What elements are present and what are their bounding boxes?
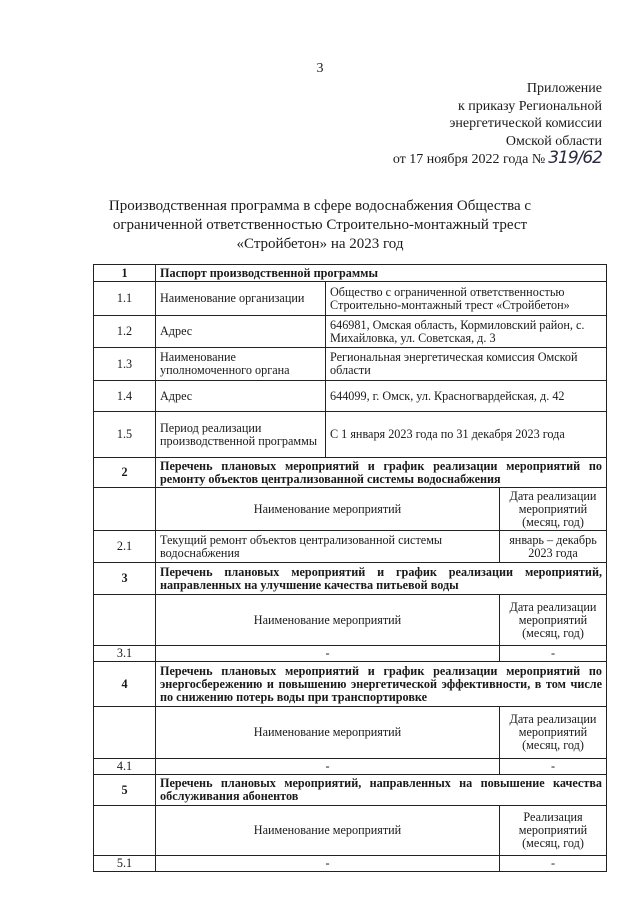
column-header-row	[94, 488, 607, 531]
section-header-row	[94, 662, 607, 707]
row-number: 4.1	[94, 759, 156, 775]
column-header-date: Реализация мероприятий (месяц, год)	[500, 806, 607, 856]
program-table	[93, 264, 607, 872]
activity-name: -	[156, 646, 500, 662]
row-value: Общество с ограниченной ответственностью Строительно-монтажный трест «Стройбетон»	[326, 282, 607, 316]
empty-cell	[94, 707, 156, 759]
row-label: Адрес	[156, 381, 326, 412]
section-number: 4	[94, 662, 156, 707]
section-heading: Паспорт производственной программы	[156, 265, 607, 282]
row-number: 3.1	[94, 646, 156, 662]
column-header-date: Дата реализации мероприятий (месяц, год)	[500, 707, 607, 759]
section-header-row	[94, 775, 607, 806]
section-header-row	[94, 265, 607, 282]
section-number: 2	[94, 458, 156, 488]
appendix-header	[393, 80, 602, 169]
activity-date: -	[500, 759, 607, 775]
activity-name: Текущий ремонт объектов централизованной системы водоснабжения	[156, 531, 500, 563]
section-number: 1	[94, 265, 156, 282]
column-header-date: Дата реализации мероприятий (месяц, год)	[500, 488, 607, 531]
row-number: 1.2	[94, 316, 156, 348]
row-number: 1.1	[94, 282, 156, 316]
appendix-line: Омской области	[505, 133, 602, 149]
section-heading: Перечень плановых мероприятий, направленных на повышение качества обслуживания абонентов	[156, 775, 607, 806]
row-number: 2.1	[94, 531, 156, 563]
column-header-row	[94, 707, 607, 759]
table-row	[94, 759, 607, 775]
appendix-line: Приложение	[526, 81, 602, 96]
row-value: С 1 января 2023 года по 31 декабря 2023 года	[326, 412, 607, 458]
activity-date: январь – декабрь 2023 года	[500, 531, 607, 563]
section-heading: Перечень плановых мероприятий и график реализации мероприятий, направленных на улучшение качества питьевой воды	[156, 563, 607, 595]
column-header-name: Наименование мероприятий	[156, 806, 500, 856]
table-row	[94, 646, 607, 662]
column-header-date: Дата реализации мероприятий (месяц, год)	[500, 595, 607, 646]
row-label: Период реализации производственной программы	[156, 412, 326, 458]
row-label: Наименование уполномоченного органа	[156, 348, 326, 381]
row-value: Региональная энергетическая комиссия Омской области	[326, 348, 607, 381]
table-row	[94, 856, 607, 872]
document-title: Производственная программа в сфере водоснабжения Общества с ограниченной ответственностью Строительно-монтажный трест «Стройбетон» на 2023 год	[108, 198, 532, 252]
column-header-name: Наименование мероприятий	[156, 595, 500, 646]
row-label: Адрес	[156, 316, 326, 348]
column-header-name: Наименование мероприятий	[156, 488, 500, 531]
table-row	[94, 531, 607, 563]
order-line	[393, 150, 602, 169]
page-number: 3	[316, 61, 324, 76]
section-number: 3	[94, 563, 156, 595]
appendix-line: к приказу Региональной	[457, 98, 602, 114]
activity-date: -	[500, 856, 607, 872]
table-row	[94, 282, 607, 316]
activity-date: -	[500, 646, 607, 662]
row-number: 1.4	[94, 381, 156, 412]
row-value: 646981, Омская область, Кормиловский район, с. Михайловка, ул. Советская, д. 3	[326, 316, 607, 348]
row-number: 1.3	[94, 348, 156, 381]
row-number: 1.5	[94, 412, 156, 458]
section-header-row	[94, 563, 607, 595]
table-row	[94, 316, 607, 348]
table-row	[94, 412, 607, 458]
handwritten-order-number: 319/62	[548, 148, 602, 168]
column-header-row	[94, 595, 607, 646]
appendix-line: энергетической комиссии	[449, 116, 602, 131]
activity-name: -	[156, 856, 500, 872]
order-date-text: от 17 ноября 2022 года №	[392, 152, 546, 167]
section-heading: Перечень плановых мероприятий и график реализации мероприятий по энергосбережению и повышению энергетической эффективности, в том числе по снижению потерь воды при транспортировке	[156, 662, 607, 707]
row-value: 644099, г. Омск, ул. Красногвардейская, д. 42	[326, 381, 607, 412]
empty-cell	[94, 488, 156, 531]
section-header-row	[94, 458, 607, 488]
empty-cell	[94, 806, 156, 856]
table-row	[94, 381, 607, 412]
row-label: Наименование организации	[156, 282, 326, 316]
row-number: 5.1	[94, 856, 156, 872]
column-header-row	[94, 806, 607, 856]
table-row	[94, 348, 607, 381]
section-number: 5	[94, 775, 156, 806]
activity-name: -	[156, 759, 500, 775]
column-header-name: Наименование мероприятий	[156, 707, 500, 759]
section-heading: Перечень плановых мероприятий и график реализации мероприятий по ремонту объектов централизованной системы водоснабжения	[156, 458, 607, 488]
empty-cell	[94, 595, 156, 646]
